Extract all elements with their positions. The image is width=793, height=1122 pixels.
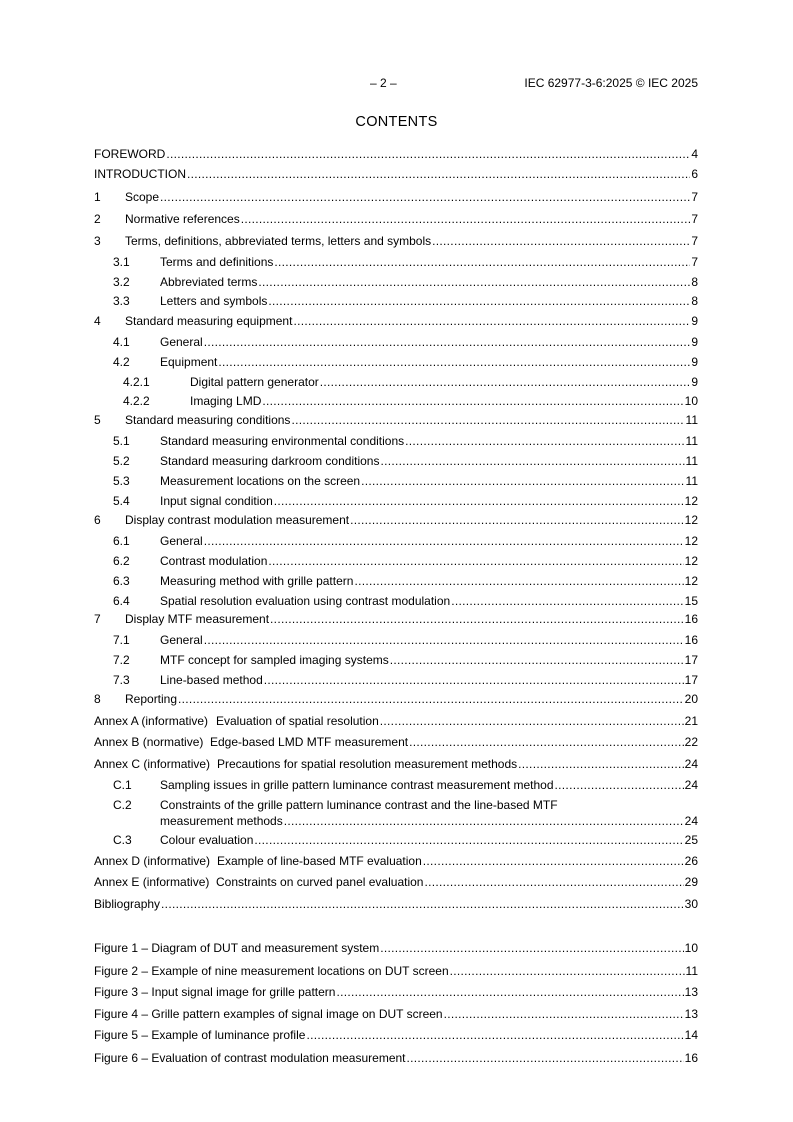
toc-entry-page: 22	[684, 735, 698, 749]
toc-entry-number: 5.3	[113, 474, 130, 488]
dot-leader	[166, 146, 690, 162]
dot-leader	[407, 1050, 684, 1066]
dot-leader	[444, 1006, 684, 1022]
toc-entry-title: Figure 2 – Example of nine measurement locations on DUT screen	[94, 964, 449, 978]
toc-entry-line	[216, 874, 698, 890]
toc-entry-title: Contrast modulation	[160, 554, 268, 568]
toc-entry-number: 4.2	[113, 355, 130, 369]
figure-list-entry[interactable]	[94, 984, 698, 1000]
toc-entry-page: 26	[684, 854, 698, 868]
dot-leader	[258, 274, 690, 290]
toc-entry-page: 16	[684, 1051, 698, 1065]
toc-entry-line	[160, 453, 698, 469]
toc-entry-line	[125, 233, 698, 249]
toc-entry[interactable]	[94, 593, 698, 609]
figure-list-entry[interactable]	[94, 1027, 698, 1043]
toc-entry-title: measurement methods	[160, 814, 283, 828]
toc-entry[interactable]	[94, 777, 698, 793]
dot-leader	[274, 493, 684, 509]
toc-entry-line	[160, 632, 698, 648]
toc-entry-line	[160, 573, 698, 589]
dot-leader	[380, 453, 684, 469]
toc-entry[interactable]	[94, 611, 698, 627]
toc-entry-page: 13	[684, 1007, 698, 1021]
toc-entry-title: Measuring method with grille pattern	[160, 574, 354, 588]
toc-entry-page: 9	[691, 314, 698, 328]
toc-entry-line	[160, 652, 698, 668]
toc-entry[interactable]	[94, 334, 698, 350]
toc-entry-line	[190, 393, 698, 409]
toc-entry-page: 8	[691, 294, 698, 308]
dot-leader	[264, 672, 684, 688]
toc-entry-page: 24	[684, 814, 698, 828]
toc-entry-line	[210, 734, 698, 750]
figure-list-entry[interactable]	[94, 1006, 698, 1022]
toc-entry-title: Example of line-based MTF evaluation	[217, 854, 422, 868]
toc-entry[interactable]	[94, 274, 698, 290]
dot-leader	[178, 691, 684, 707]
page-header	[0, 76, 793, 92]
toc-entry-number: Annex D (informative)	[94, 854, 211, 868]
toc-entry-number: 7	[94, 612, 101, 626]
dot-leader	[424, 874, 683, 890]
toc-entry[interactable]	[94, 412, 698, 428]
toc-entry-number: 1	[94, 190, 101, 204]
dot-leader	[555, 777, 684, 793]
toc-entry-line	[125, 211, 698, 227]
toc-entry-line	[94, 166, 698, 182]
toc-entry-page: 16	[684, 633, 698, 647]
dot-leader	[350, 512, 684, 528]
dot-leader	[187, 166, 690, 182]
toc-entry[interactable]	[94, 293, 698, 309]
toc-entry-number: C.1	[113, 778, 132, 792]
toc-entry-page: 21	[684, 714, 698, 728]
toc-entry-page: 6	[691, 167, 698, 181]
toc-entry-number: 5.1	[113, 434, 130, 448]
dot-leader	[284, 813, 684, 829]
toc-entry-page: 12	[684, 494, 698, 508]
toc-entry-line	[160, 533, 698, 549]
toc-entry-line	[125, 412, 698, 428]
toc-entry-title: Scope	[125, 190, 160, 204]
toc-entry-title: Precautions for spatial resolution measurement methods	[217, 757, 518, 771]
figure-list-entry[interactable]	[94, 1050, 698, 1066]
toc-entry-line	[160, 777, 698, 793]
toc-entry-page: 16	[684, 612, 698, 626]
toc-entry-title: Constraints on curved panel evaluation	[216, 875, 424, 889]
toc-entry-number: Annex B (normative)	[94, 735, 204, 749]
toc-entry-line	[94, 984, 698, 1000]
toc-entry-page: 11	[685, 474, 698, 488]
toc-entry-number: Annex E (informative)	[94, 875, 210, 889]
toc-entry[interactable]	[94, 211, 698, 227]
toc-entry-number: 4.2.2	[123, 394, 150, 408]
toc-entry-number: C.3	[113, 833, 132, 847]
toc-entry-number: 6.3	[113, 574, 130, 588]
toc-entry-page: 20	[684, 692, 698, 706]
toc-entry[interactable]	[94, 632, 698, 648]
toc-entry-line	[94, 1027, 698, 1043]
dot-leader	[254, 832, 683, 848]
toc-entry[interactable]	[94, 254, 698, 270]
toc-entry-line	[94, 963, 698, 979]
toc-entry-page: 12	[684, 534, 698, 548]
toc-entry-title: Figure 5 – Example of luminance profile	[94, 1028, 306, 1042]
toc-entry[interactable]	[94, 896, 698, 912]
toc-entry[interactable]	[94, 553, 698, 569]
toc-entry-number: 7.2	[113, 653, 130, 667]
toc-entry-page: 25	[684, 833, 698, 847]
toc-entry[interactable]	[94, 493, 698, 509]
toc-entry-number: 2	[94, 212, 101, 226]
toc-entry-line	[216, 713, 698, 729]
toc-entry-line	[217, 853, 698, 869]
toc-entry[interactable]	[94, 512, 698, 528]
toc-entry-title: Figure 4 – Grille pattern examples of signal image on DUT screen	[94, 1007, 443, 1021]
toc-entry-page: 17	[684, 653, 698, 667]
dot-leader	[432, 233, 690, 249]
dot-leader	[423, 853, 684, 869]
toc-entry-number: 5.2	[113, 454, 130, 468]
toc-entry-line	[160, 493, 698, 509]
toc-entry-title: Line-based method	[160, 673, 263, 687]
dot-leader	[518, 756, 683, 772]
toc-entry-title: Edge-based LMD MTF measurement	[210, 735, 409, 749]
toc-entry-title: Standard measuring equipment	[125, 314, 293, 328]
toc-entry-title: INTRODUCTION	[94, 167, 186, 181]
toc-entry-title: General	[160, 335, 203, 349]
figure-list-entry[interactable]	[94, 940, 698, 956]
toc-entry-title: Input signal condition	[160, 494, 273, 508]
dot-leader	[204, 632, 684, 648]
dot-leader	[450, 963, 685, 979]
toc-entry-title: Equipment	[160, 355, 218, 369]
toc-entry-line	[125, 512, 698, 528]
dot-leader	[405, 433, 684, 449]
page-number: – 2 –	[370, 76, 397, 90]
toc-entry-line	[125, 611, 698, 627]
toc-entry[interactable]	[94, 433, 698, 449]
toc-entry-number: 3.3	[113, 294, 130, 308]
toc-entry-page: 13	[684, 985, 698, 999]
toc-entry-page: 7	[691, 190, 698, 204]
toc-entry-page: 11	[685, 413, 698, 427]
toc-entry-title: Spatial resolution evaluation using contrast modulation	[160, 594, 451, 608]
dot-leader	[218, 354, 690, 370]
toc-entry-title: Imaging LMD	[190, 394, 262, 408]
toc-entry-line	[160, 293, 698, 309]
toc-entry-title: Sampling issues in grille pattern luminance contrast measurement method	[160, 778, 554, 792]
toc-entry-title: General	[160, 633, 203, 647]
toc-entry-title: Figure 3 – Input signal image for grille pattern	[94, 985, 336, 999]
dot-leader	[291, 412, 684, 428]
dot-leader	[380, 940, 683, 956]
toc-entry[interactable]	[94, 797, 698, 813]
toc-entry-page: 12	[684, 513, 698, 527]
toc-entry-line	[125, 313, 698, 329]
toc-entry[interactable]	[94, 734, 698, 750]
toc-entry-title: MTF concept for sampled imaging systems	[160, 653, 389, 667]
dot-leader	[204, 533, 684, 549]
toc-entry[interactable]	[94, 756, 698, 772]
dot-leader	[270, 611, 684, 627]
toc-entry[interactable]	[94, 189, 698, 205]
toc-entry-page: 8	[691, 275, 698, 289]
toc-entry[interactable]	[94, 832, 698, 848]
toc-entry-line	[125, 189, 698, 205]
toc-entry-line	[160, 334, 698, 350]
toc-entry[interactable]	[94, 453, 698, 469]
toc-entry-number: 4.1	[113, 335, 130, 349]
toc-entry-title: Display contrast modulation measurement	[125, 513, 350, 527]
toc-entry-line	[160, 433, 698, 449]
toc-entry-page: 7	[691, 255, 698, 269]
toc-entry-line	[160, 593, 698, 609]
toc-entry-page: 9	[691, 355, 698, 369]
toc-entry[interactable]	[94, 374, 698, 390]
toc-entry-number: 3.2	[113, 275, 130, 289]
toc-entry-title: Standard measuring darkroom conditions	[160, 454, 380, 468]
toc-entry[interactable]	[94, 853, 698, 869]
toc-entry-line	[160, 672, 698, 688]
dot-leader	[268, 293, 690, 309]
toc-entry-line	[94, 896, 698, 912]
toc-entry-number: C.2	[113, 798, 132, 812]
toc-entry-page: 7	[691, 212, 698, 226]
toc-entry[interactable]	[94, 533, 698, 549]
toc-entry-line	[160, 473, 698, 489]
toc-entry-line	[94, 940, 698, 956]
toc-entry-line	[160, 354, 698, 370]
toc-entry-number: 6	[94, 513, 101, 527]
toc-entry-page: 24	[684, 778, 698, 792]
toc-entry-title: Digital pattern generator	[190, 375, 319, 389]
dot-leader	[241, 211, 691, 227]
toc-entry-line	[125, 691, 698, 707]
toc-entry-line	[217, 756, 698, 772]
toc-entry-page: 14	[684, 1028, 698, 1042]
toc-entry-title: Standard measuring environmental conditions	[160, 434, 405, 448]
toc-entry[interactable]	[94, 573, 698, 589]
toc-entry-page: 11	[685, 964, 698, 978]
toc-entry[interactable]	[94, 874, 698, 890]
toc-entry-line	[160, 832, 698, 848]
dot-leader	[160, 189, 690, 205]
toc-entry-number: 7.3	[113, 673, 130, 687]
toc-entry-number: 3	[94, 234, 101, 248]
toc-entry-page: 9	[691, 375, 698, 389]
toc-entry-number: Annex C (informative)	[94, 757, 211, 771]
dot-leader	[274, 254, 690, 270]
toc-entry[interactable]	[94, 393, 698, 409]
dot-leader	[320, 374, 691, 390]
toc-entry-number: Annex A (informative)	[94, 714, 209, 728]
toc-entry-page: 12	[684, 554, 698, 568]
toc-entry-title: Measurement locations on the screen	[160, 474, 361, 488]
toc-entry[interactable]	[94, 233, 698, 249]
document-reference: IEC 62977-3-6:2025 © IEC 2025	[524, 76, 698, 90]
toc-entry-title: Normative references	[125, 212, 240, 226]
toc-entry-page: 29	[684, 875, 698, 889]
toc-entry-page: 24	[684, 757, 698, 771]
toc-entry-number: 3.1	[113, 255, 130, 269]
toc-entry-line	[160, 254, 698, 270]
page-title: CONTENTS	[355, 114, 438, 130]
toc-entry-line	[94, 146, 698, 162]
toc-entry-page: 10	[684, 394, 698, 408]
toc-entry[interactable]	[94, 473, 698, 489]
toc-entry-title: FOREWORD	[94, 147, 166, 161]
dot-leader	[268, 553, 683, 569]
toc-entry-title: Figure 6 – Evaluation of contrast modulation measurement	[94, 1051, 406, 1065]
toc-entry-page: 17	[684, 673, 698, 687]
toc-entry-title: Evaluation of spatial resolution	[216, 714, 379, 728]
dot-leader	[293, 313, 690, 329]
toc-entry-page: 15	[684, 594, 698, 608]
toc-entry-number: 4.2.1	[123, 375, 150, 389]
toc-entry-title: Colour evaluation	[160, 833, 254, 847]
toc-entry[interactable]	[94, 166, 698, 182]
toc-entry-line	[160, 553, 698, 569]
toc-entry-page: 30	[684, 897, 698, 911]
toc-entry-title: Constraints of the grille pattern luminance contrast and the line-based MTF	[160, 798, 558, 812]
toc-entry-number: 6.4	[113, 594, 130, 608]
toc-entry-title: General	[160, 534, 203, 548]
toc-entry-page: 9	[691, 335, 698, 349]
toc-entry[interactable]	[94, 146, 698, 162]
toc-entry-page: 11	[685, 434, 698, 448]
toc-entry-number: 5.4	[113, 494, 130, 508]
toc-entry-line	[160, 813, 698, 829]
toc-entry-title: Figure 1 – Diagram of DUT and measurement system	[94, 941, 380, 955]
toc-entry[interactable]	[94, 652, 698, 668]
toc-entry-title: Display MTF measurement	[125, 612, 270, 626]
dot-leader	[361, 473, 684, 489]
toc-entry-title: Terms, definitions, abbreviated terms, letters and symbols	[125, 234, 432, 248]
toc-entry-line	[94, 1050, 698, 1066]
toc-entry[interactable]	[94, 691, 698, 707]
dot-leader	[336, 984, 683, 1000]
toc-entry-number: 7.1	[113, 633, 130, 647]
toc-entry-page: 4	[691, 147, 698, 161]
toc-entry-title: Standard measuring conditions	[125, 413, 291, 427]
toc-entry[interactable]	[94, 713, 698, 729]
toc-entry-line	[160, 274, 698, 290]
toc-entry-number: 5	[94, 413, 101, 427]
toc-entry[interactable]	[94, 313, 698, 329]
toc-entry-continuation[interactable]	[94, 813, 698, 829]
dot-leader	[380, 713, 684, 729]
toc-entry-title: Reporting	[125, 692, 178, 706]
toc-entry-title: Bibliography	[94, 897, 161, 911]
toc-entry-line	[190, 374, 698, 390]
toc-entry-line	[94, 1006, 698, 1022]
toc-entry-page: 11	[685, 454, 698, 468]
toc-entry-page: 7	[691, 234, 698, 248]
figure-list-entry[interactable]	[94, 963, 698, 979]
dot-leader	[204, 334, 691, 350]
dot-leader	[262, 393, 683, 409]
dot-leader	[161, 896, 684, 912]
dot-leader	[451, 593, 683, 609]
dot-leader	[306, 1027, 683, 1043]
toc-entry-number: 6.2	[113, 554, 130, 568]
toc-entry[interactable]	[94, 354, 698, 370]
toc-entry-page: 12	[684, 574, 698, 588]
toc-entry-number: 8	[94, 692, 101, 706]
dot-leader	[409, 734, 684, 750]
dot-leader	[354, 573, 683, 589]
dot-leader	[390, 652, 684, 668]
toc-entry-title: Terms and definitions	[160, 255, 274, 269]
toc-entry[interactable]	[94, 672, 698, 688]
toc-entry-number: 6.1	[113, 534, 130, 548]
toc-entry-number: 4	[94, 314, 101, 328]
toc-entry-title: Abbreviated terms	[160, 275, 258, 289]
toc-entry-page: 10	[684, 941, 698, 955]
toc-entry-title: Letters and symbols	[160, 294, 268, 308]
